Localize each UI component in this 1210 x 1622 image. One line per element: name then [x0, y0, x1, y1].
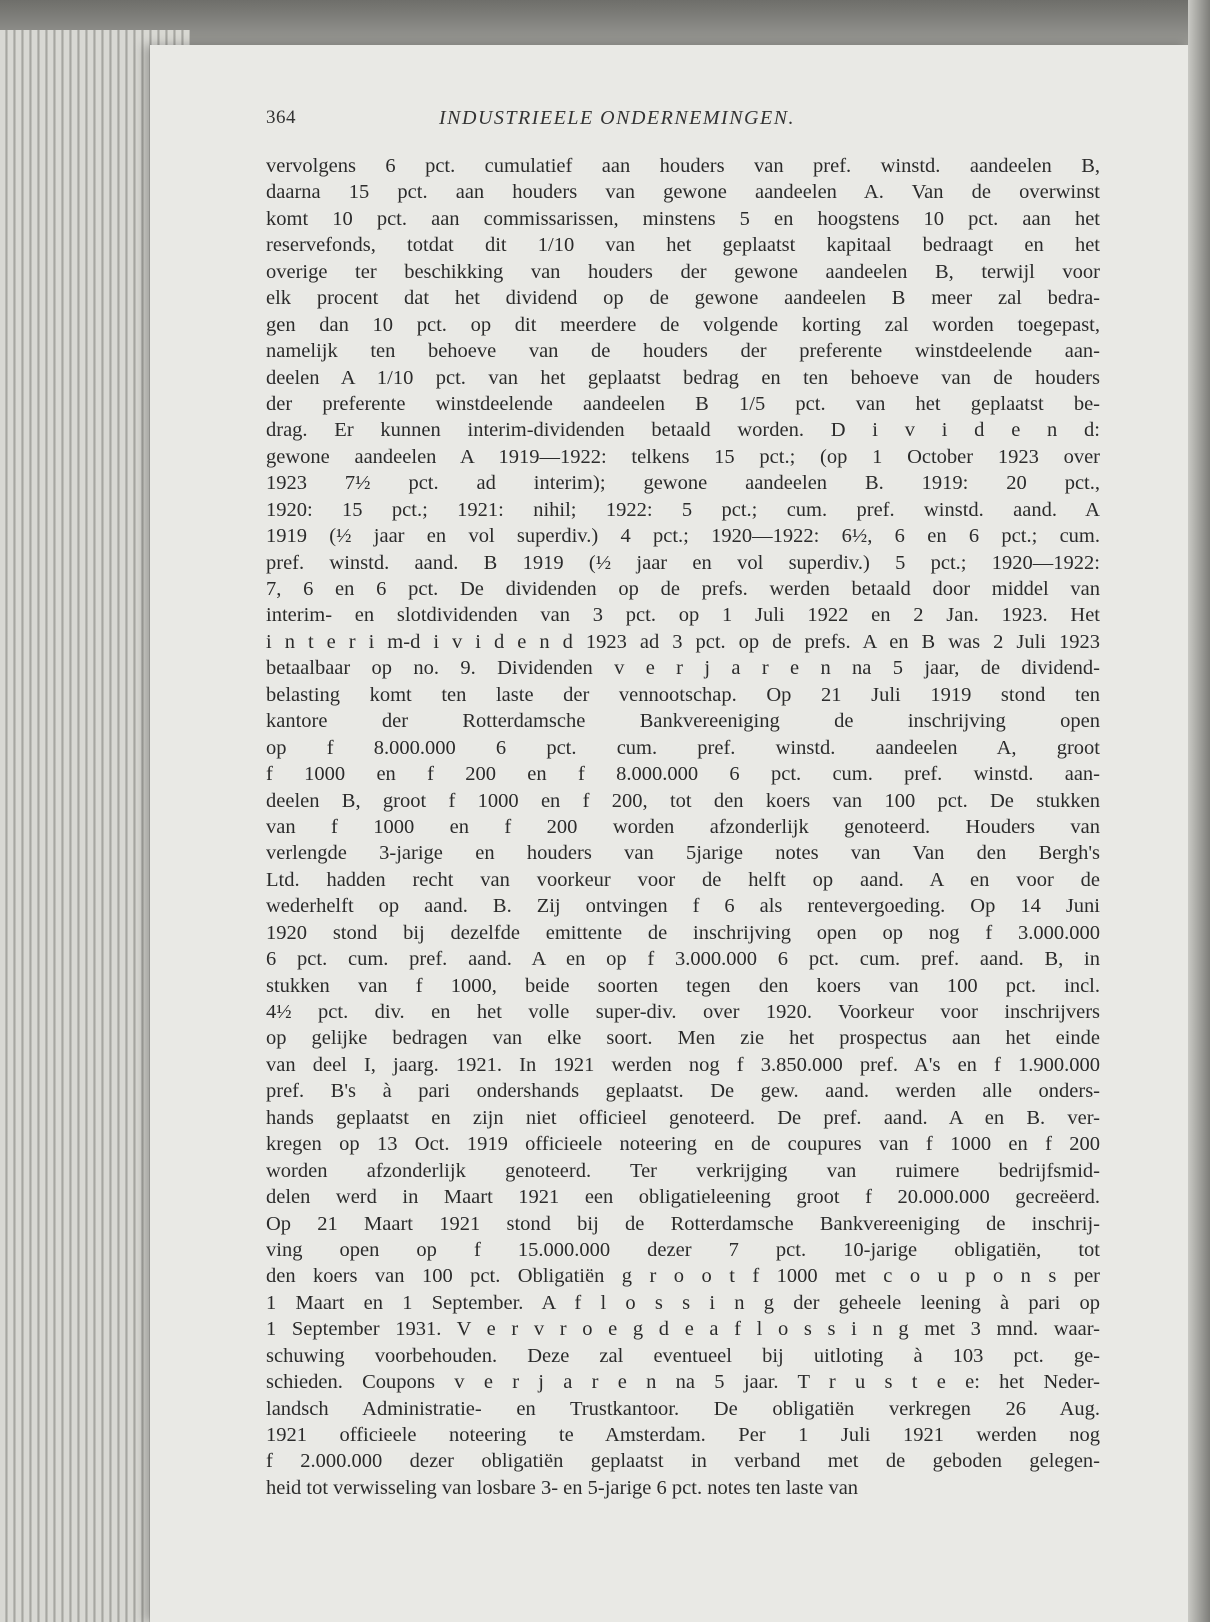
- text-line: reservefonds, totdat dit 1/10 van het geplaatst kapitaal bedraagt en het: [266, 234, 1100, 257]
- text-line: betaalbaar op no. 9. Dividenden v e r j a r e n na 5 jaar, de dividend-: [266, 657, 1100, 680]
- text-line: 1920: 15 pct.; 1921: nihil; 1922: 5 pct.; cum. pref. winstd. aand. A: [266, 498, 1100, 521]
- text-line: i n t e r i m-d i v i d e n d 1923 ad 3 pct. op de prefs. A en B was 2 Juli 1923: [266, 630, 1100, 653]
- text-line: ving open op f 15.000.000 dezer 7 pct. 10-jarige obligatiën, tot: [266, 1238, 1100, 1261]
- text-line: vervolgens 6 pct. cumulatief aan houders van pref. winstd. aandeelen B,: [266, 155, 1100, 177]
- page-header: [266, 107, 1100, 137]
- text-line: van deel I, jaarg. 1921. In 1921 werden nog f 3.850.000 pref. A's en f 1.900.000: [266, 1053, 1100, 1076]
- text-line: f 1000 en f 200 en f 8.000.000 6 pct. cum. pref. winstd. aan-: [266, 763, 1100, 786]
- text-line: delen werd in Maart 1921 een obligatieleening groot f 20.000.000 gecreëerd.: [266, 1186, 1100, 1209]
- text-line: gewone aandeelen A 1919—1922: telkens 15 pct.; (op 1 October 1923 over: [266, 445, 1100, 468]
- text-line: 6 pct. cum. pref. aand. A en op f 3.000.000 6 pct. cum. pref. aand. B, in: [266, 948, 1100, 971]
- text-line: 1923 7½ pct. ad interim); gewone aandeelen B. 1919: 20 pct.,: [266, 472, 1100, 495]
- text-line: 1919 (½ jaar en vol superdiv.) 4 pct.; 1920—1922: 6½, 6 en 6 pct.; cum.: [266, 525, 1100, 548]
- text-line: komt 10 pct. aan commissarissen, minstens 5 en hoogstens 10 pct. aan het: [266, 207, 1100, 230]
- text-line: Op 21 Maart 1921 stond bij de Rotterdamsche Bankvereeniging de inschrij-: [266, 1212, 1100, 1235]
- text-line: interim- en slotdividenden van 3 pct. op 1 Juli 1922 en 2 Jan. 1923. Het: [266, 604, 1100, 627]
- body-text: [266, 153, 1100, 1501]
- text-line: gen dan 10 pct. op dit meerdere de volgende korting zal worden toegepast,: [266, 313, 1100, 336]
- text-line: deelen B, groot f 1000 en f 200, tot den koers van 100 pct. De stukken: [266, 789, 1100, 812]
- text-line: den koers van 100 pct. Obligatiën g r o o t f 1000 met c o u p o n s per: [266, 1265, 1100, 1288]
- page-number: 364: [266, 107, 296, 128]
- text-line: 7, 6 en 6 pct. De dividenden op de prefs. werden betaald door middel van: [266, 578, 1100, 600]
- text-line: schuwing voorbehouden. Deze zal eventueel bij uitloting à 103 pct. ge-: [266, 1344, 1100, 1367]
- text-line: pref. B's à pari ondershands geplaatst. De gew. aand. werden alle onders-: [266, 1080, 1100, 1103]
- book-right-edge: [1188, 0, 1210, 1622]
- text-line: van f 1000 en f 200 worden afzonderlijk genoteerd. Houders van: [266, 815, 1100, 838]
- text-line: op f 8.000.000 6 pct. cum. pref. winstd. aandeelen A, groot: [266, 736, 1100, 759]
- text-line: 1920 stond bij dezelfde emittente de inschrijving open op nog f 3.000.000: [266, 921, 1100, 944]
- text-line: kantore der Rotterdamsche Bankvereeniging de inschrijving open: [266, 710, 1100, 733]
- text-line: f 2.000.000 dezer obligatiën geplaatst in verband met de geboden gelegen-: [266, 1450, 1100, 1473]
- text-line: 1 September 1931. V e r v r o e g d e a f l o s s i n g met 3 mnd. waar-: [266, 1318, 1100, 1341]
- text-line: worden afzonderlijk genoteerd. Ter verkrijging van ruimere bedrijfsmid-: [266, 1159, 1100, 1182]
- text-line: 4½ pct. div. en het volle super-div. over 1920. Voorkeur voor inschrijvers: [266, 1001, 1100, 1023]
- text-line: hands geplaatst en zijn niet officieel genoteerd. De pref. aand. A en B. ver-: [266, 1106, 1100, 1129]
- text-line: kregen op 13 Oct. 1919 officieele noteering en de coupures van f 1000 en f 200: [266, 1133, 1100, 1156]
- text-line: 1921 officieele noteering te Amsterdam. Per 1 Juli 1921 werden nog: [266, 1424, 1100, 1446]
- text-line: Ltd. hadden recht van voorkeur voor de helft op aand. A en voor de: [266, 868, 1100, 891]
- text-line: verlengde 3-jarige en houders van 5jarige notes van Van den Bergh's: [266, 842, 1100, 865]
- text-line: 1 Maart en 1 September. A f l o s s i n g der geheele leening à pari op: [266, 1291, 1100, 1314]
- text-line: daarna 15 pct. aan houders van gewone aandeelen A. Van de overwinst: [266, 181, 1100, 204]
- text-line: namelijk ten behoeve van de houders der preferente winstdeelende aan-: [266, 340, 1100, 363]
- text-line: overige ter beschikking van houders der gewone aandeelen B, terwijl voor: [266, 260, 1100, 283]
- text-line: stukken van f 1000, beide soorten tegen den koers van 100 pct. incl.: [266, 974, 1100, 997]
- text-line: elk procent dat het dividend op de gewone aandeelen B meer zal bedra-: [266, 287, 1100, 310]
- text-line: heid tot verwisseling van losbare 3- en 5-jarige 6 pct. notes ten laste van: [266, 1476, 859, 1499]
- text-line: der preferente winstdeelende aandeelen B 1/5 pct. van het geplaatst be-: [266, 392, 1100, 415]
- text-line: pref. winstd. aand. B 1919 (½ jaar en vol superdiv.) 5 pct.; 1920—1922:: [266, 551, 1100, 574]
- text-line: belasting komt ten laste der vennootschap. Op 21 Juli 1919 stond ten: [266, 683, 1100, 706]
- text-line: op gelijke bedragen van elke soort. Men zie het prospectus aan het einde: [266, 1027, 1100, 1050]
- text-line: wederhelft op aand. B. Zij ontvingen f 6 als rentevergoeding. Op 14 Juni: [266, 895, 1100, 918]
- running-head: INDUSTRIEELE ONDERNEMINGEN.: [439, 107, 796, 129]
- text-line: schieden. Coupons v e r j a r e n na 5 jaar. T r u s t e e: het Neder-: [266, 1371, 1100, 1394]
- text-line: landsch Administratie- en Trustkantoor. De obligatiën verkregen 26 Aug.: [266, 1397, 1100, 1420]
- text-line: drag. Er kunnen interim-dividenden betaald worden. D i v i d e n d:: [266, 419, 1100, 442]
- text-line: deelen A 1/10 pct. van het geplaatst bedrag en ten behoeve van de houders: [266, 366, 1100, 389]
